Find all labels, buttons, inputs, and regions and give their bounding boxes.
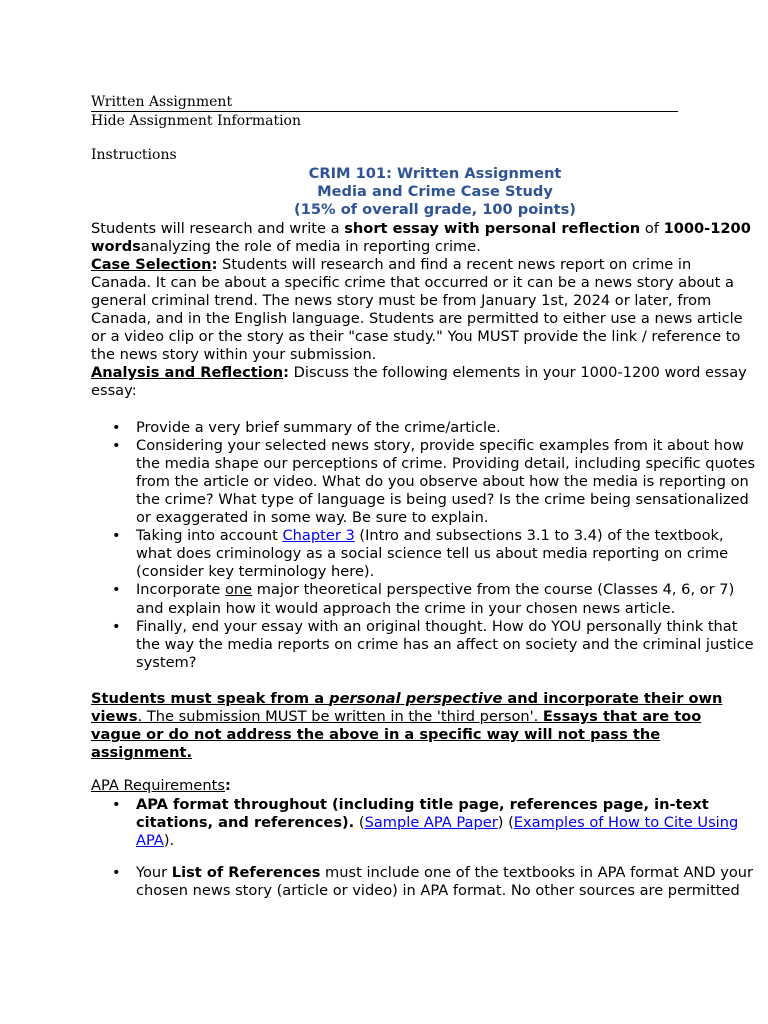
analysis-line-2: essay: (91, 382, 137, 400)
perspective-line-2 (91, 708, 768, 726)
bullet-icon: • (112, 418, 121, 436)
perspective-line-4 (91, 744, 768, 762)
bullet-emphasis: one (224, 581, 253, 599)
heading-line-3: (15% of overall grade, 100 points) (294, 201, 576, 219)
analysis-text: Discuss the following elements in your 1000-1200 word essay (289, 364, 747, 382)
bullet-icon: • (112, 617, 121, 635)
case-selection-line-5: or a video clip or the story as their "case study." You MUST provide the link / reference to (91, 328, 741, 346)
bullet-text: the way the media reports on crime has an affect on society and the criminal justice (136, 635, 754, 653)
bullet-icon: • (112, 527, 121, 545)
case-selection-line-6: the news story within your submission. (91, 346, 377, 364)
bullet-text: from the article or video. What do you observe about how the media is reporting on (136, 472, 749, 490)
assignment-title: Written Assignment (91, 94, 678, 112)
intro-text: Students will research and write a (91, 219, 345, 237)
bullet-text: must include one of the textbooks in APA format AND your (320, 863, 754, 881)
list-item (91, 796, 768, 850)
case-text: Students will research and find a recent news report on crime in (217, 255, 692, 273)
perspective-text: . The submission MUST be written in the 'third person'. (137, 708, 543, 726)
bullet-text: (consider key terminology here). (136, 563, 375, 581)
case-selection-line-2: Canada. It can be about a specific crime that occurred or it can be a news story about a (91, 273, 734, 291)
bullet-icon: • (112, 795, 121, 813)
bullet-text: chosen news story (article or video) in APA format. No other sources are permitted (136, 881, 740, 899)
bullet-text: ( (354, 813, 365, 831)
bullet-emphasis: List of References (171, 863, 321, 881)
bullet-text: system? (136, 653, 197, 671)
bullet-icon: • (112, 436, 121, 454)
apa-label: APA Requirements (91, 777, 225, 795)
bullet-icon: • (112, 581, 121, 599)
analysis-bullet-list (91, 419, 768, 672)
bullet-text: ). (163, 831, 175, 849)
case-selection-label: Case Selection (91, 255, 212, 273)
bullet-text: Incorporate (136, 581, 225, 599)
apa-bullet-list (91, 796, 768, 900)
perspective-line-3 (91, 726, 768, 744)
bullet-text: Considering your selected news story, provide specific examples from it about how (136, 436, 744, 454)
case-colon: : (211, 255, 218, 273)
case-selection-line-3: general criminal trend. The news story must be from January 1st, 2024 or later, from (91, 291, 712, 309)
list-item (91, 618, 768, 672)
cite-apa-examples-link-cont[interactable]: APA (136, 831, 164, 849)
bullet-text: what does criminology as a social science tell us about media reporting on crime (136, 545, 729, 563)
perspective-text: vague or do not address the above in a specific way will not pass the (91, 726, 661, 744)
bullet-text: and explain how it would approach the crime in your chosen news article. (136, 599, 676, 617)
bullet-text: the crime? What type of language is being used? Is the crime being sensationalized (136, 491, 749, 509)
bullet-text: Taking into account (136, 527, 283, 545)
analysis-colon: : (283, 364, 290, 382)
perspective-line-1 (91, 690, 768, 708)
perspective-text: Essays that are too (542, 708, 702, 726)
heading-line-2: Media and Crime Case Study (317, 183, 553, 201)
apa-heading (91, 777, 768, 795)
bullet-text: ) ( (497, 813, 514, 831)
bullet-text: citations, and references). (136, 813, 355, 831)
intro-line-1 (91, 220, 768, 238)
apa-colon: : (224, 777, 231, 795)
cite-apa-examples-link[interactable]: Examples of How to Cite Using (513, 813, 739, 831)
list-item (91, 419, 768, 437)
perspective-emphasis: personal perspective (329, 690, 503, 708)
list-item (91, 864, 768, 900)
intro-text: of (640, 219, 664, 237)
perspective-text: and incorporate their own (502, 690, 723, 708)
analysis-line-1 (91, 364, 768, 382)
instructions-label: Instructions (91, 147, 177, 163)
list-item (91, 581, 768, 617)
assignment-heading (91, 165, 768, 220)
list-item (91, 527, 768, 581)
bullet-text: Provide a very brief summary of the crime/article. (136, 418, 501, 436)
case-selection-line-4: Canada, and in the English language. Students are permitted to either use a news article (91, 310, 743, 328)
heading-line-1: CRIM 101: Written Assignment (308, 165, 562, 182)
sample-apa-paper-link[interactable]: Sample APA Paper (364, 813, 498, 831)
chapter-3-link[interactable]: Chapter 3 (282, 527, 355, 545)
bullet-text: or exaggerated in some way. Be sure to explain. (136, 509, 489, 527)
bullet-text: the media shape our perceptions of crime. Providing detail, including specific quotes (136, 454, 756, 472)
bullet-text: (Intro and subsections 3.1 to 3.4) of the textbook, (354, 527, 724, 545)
assignment-body (91, 165, 768, 900)
list-item (91, 437, 768, 527)
bullet-icon: • (112, 863, 121, 881)
perspective-text: assignment. (91, 744, 193, 762)
perspective-text: Students must speak from a (91, 690, 330, 708)
intro-line-2 (91, 238, 768, 256)
bullet-text: APA format throughout (including title page, references page, in-text (136, 795, 709, 813)
bullet-text: Finally, end your essay with an original thought. How do YOU personally think that (136, 617, 738, 635)
intro-word-count: 1000-1200 (663, 219, 751, 237)
analysis-label: Analysis and Reflection (91, 364, 284, 382)
hide-assignment-info-link[interactable]: Hide Assignment Information (91, 113, 301, 129)
intro-emphasis: short essay with personal reflection (344, 219, 641, 237)
case-selection-line-1 (91, 256, 768, 274)
perspective-text: views (91, 708, 138, 726)
bullet-text: major theoretical perspective from the course (Classes 4, 6, or 7) (252, 581, 735, 599)
intro-words: words (91, 237, 141, 255)
bullet-text: Your (136, 863, 172, 881)
intro-text: analyzing the role of media in reporting crime. (140, 237, 481, 255)
